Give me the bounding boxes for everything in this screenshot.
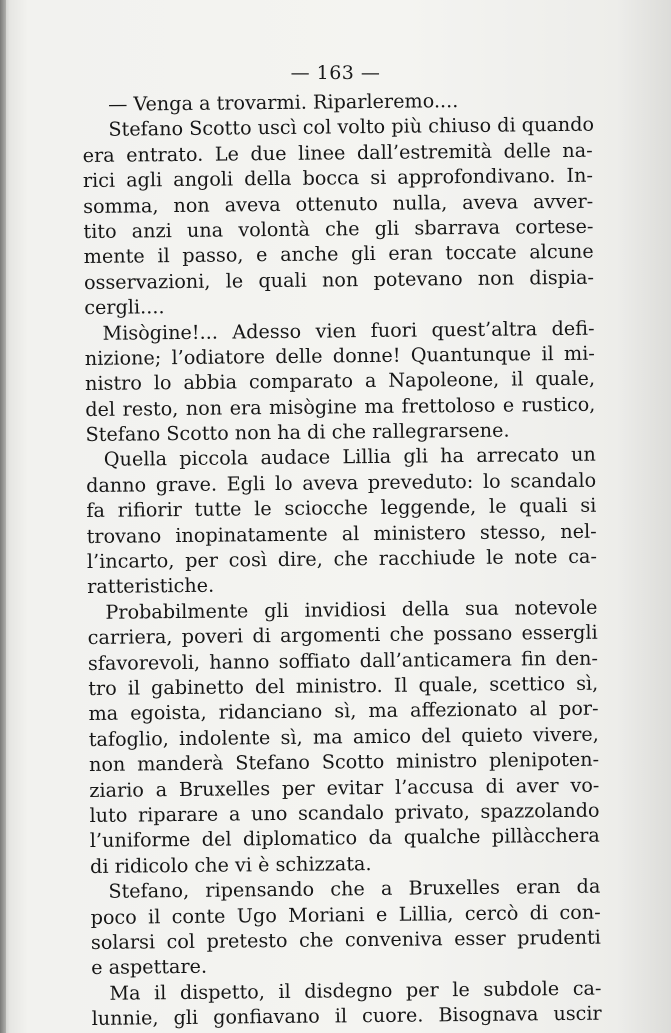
text-line: non manderà Stefano Scotto ministro plenipoten- xyxy=(88,747,600,777)
text-line: solarsi col pretesto che conveniva esser prudenti xyxy=(90,925,601,954)
text-line: Misògine!... Adesso vien fuori quest’altra defi- xyxy=(102,316,595,345)
text-line: fa rifiorir tutte le sciocche leggende, le quali si xyxy=(86,493,597,523)
text-line: danno grave. Egli lo aveva preveduto: lo scandalo xyxy=(85,468,597,497)
body-text xyxy=(82,87,602,1032)
text-line: trovano inopinatamente al ministero stesso, nel- xyxy=(86,519,597,548)
text-line: somma, non aveva ottenuto nulla, aveva avver- xyxy=(83,189,594,218)
text-line: tro il gabinetto del ministro. Il quale, scettico sì, xyxy=(88,671,599,700)
text-line: poco il conte Ugo Moriani e Lillia, cercò di con- xyxy=(90,900,601,929)
text-line: tafoglio, indolente sì, ma amico del quieto vivere, xyxy=(88,722,599,751)
text-line: mente il passo, e anche gli eran toccate alcune xyxy=(83,239,594,269)
text-line: l’uniforme del diplomatico da qualche pillàcchera xyxy=(89,823,600,853)
text-line: tito anzi una volontà che gli sbarrava cortese- xyxy=(83,214,594,243)
text-line: rici agli angoli della bocca si approfondivano. In- xyxy=(82,163,594,193)
page-spine-shadow xyxy=(0,0,6,1033)
text-line: era entrato. Le due linee dall’estremità delle na- xyxy=(82,138,593,167)
text-line: di ridicolo che vi è schizzata. xyxy=(89,851,372,878)
text-line: del resto, non era misògine ma frettoloso e rustico, xyxy=(85,392,596,421)
text-line: e aspettare. xyxy=(91,955,208,980)
text-line: nistro lo abbia comparato a Napoleone, il quale, xyxy=(84,366,596,396)
text-line: ma egoista, ridanciano sì, ma affezionato al por- xyxy=(88,697,599,726)
text-line: Quella piccola audace Lillia gli ha arrecato un xyxy=(103,443,596,472)
text-line: cergli.... xyxy=(84,295,165,320)
text-line: Ma il dispetto, il disdegno per le subdole ca- xyxy=(109,976,602,1005)
text-line: l’incarto, per così dire, che racchiude le note ca- xyxy=(86,544,598,574)
text-line: ratteristiche. xyxy=(87,574,215,599)
text-line: Stefano, ripensando che a Bruxelles eran da xyxy=(108,874,601,903)
text-line: nizione; l’odiatore delle donne! Quantunque il mi- xyxy=(84,341,595,370)
text-line: Stefano Scotto non ha di che rallegrarsene. xyxy=(85,418,510,447)
text-line: sfavorevoli, hanno soffiato dall’anticamera fin den- xyxy=(87,646,599,675)
page-number: — 163 — xyxy=(290,62,381,84)
text-line: lunnie, gli gonfiavano il cuore. Bisognava uscir xyxy=(91,1001,602,1031)
text-line: carriera, poveri di argomenti che possano essergli xyxy=(87,620,598,650)
text-line: luto riparare a uno scandalo privato, spazzolando xyxy=(89,798,600,827)
text-line: ziario a Bruxelles per evitar l’accusa di aver vo- xyxy=(89,773,600,802)
text-line: Stefano Scotto uscì col volto più chiuso di quando xyxy=(108,113,595,142)
text-line: osservazioni, le quali non potevano non dispia- xyxy=(83,265,595,294)
text-line: Probabilmente gli invidiosi della sua notevole xyxy=(105,595,598,624)
text-line: — Venga a trovarmi. Riparleremo.... xyxy=(108,89,459,116)
